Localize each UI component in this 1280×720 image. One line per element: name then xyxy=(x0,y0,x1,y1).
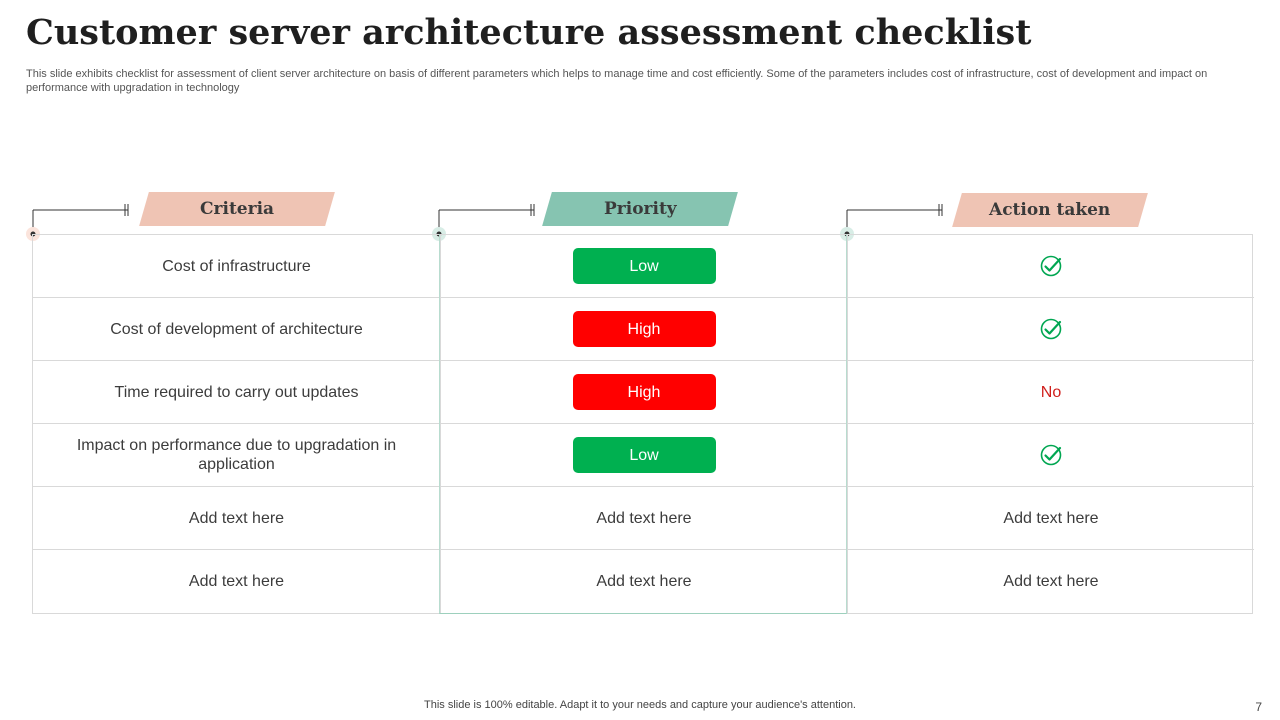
action-cell: Add text here xyxy=(847,550,1254,613)
criteria-cell: Cost of infrastructure xyxy=(33,235,440,298)
action-cell xyxy=(847,424,1254,487)
page-subtitle: This slide exhibits checklist for assessment of client server architecture on basis of different parameters which helps to manage time and cost efficiently. Some of the parameters includes cost of infrastructure, cost of development and impact on performance with upgradation in technology xyxy=(26,68,1208,94)
criteria-header: Criteria xyxy=(139,192,335,226)
action-cell xyxy=(847,298,1254,361)
criteria-cell: Add text here xyxy=(188,573,285,590)
action-cell xyxy=(847,235,1254,298)
footer-note: This slide is 100% editable. Adapt it to your needs and capture your audience's attention. xyxy=(424,699,856,711)
priority-badge-low: Low xyxy=(573,248,716,284)
priority-badge-high: High xyxy=(573,311,716,347)
action-cell: Add text here xyxy=(847,487,1254,550)
page-number: 7 xyxy=(1255,700,1262,714)
checklist-table xyxy=(32,234,1253,614)
action-no-text: No xyxy=(1040,383,1062,401)
priority-cell: Add text here xyxy=(440,487,847,550)
priority-cell xyxy=(440,235,847,298)
priority-cell xyxy=(440,298,847,361)
check-icon xyxy=(1039,317,1063,341)
priority-cell xyxy=(440,424,847,487)
priority-cell: Add text here xyxy=(440,550,847,613)
check-icon xyxy=(1039,254,1063,278)
action-cell xyxy=(847,361,1254,424)
action-header: Action taken xyxy=(952,193,1148,227)
criteria-cell: Cost of development of architecture xyxy=(33,298,440,361)
priority-cell xyxy=(440,361,847,424)
criteria-cell: Impact on performance due to upgradation in application xyxy=(33,424,440,487)
page-title: Customer server architecture assessment checklist xyxy=(26,12,1032,53)
priority-badge-high: High xyxy=(573,374,716,410)
criteria-cell: Time required to carry out updates xyxy=(33,361,440,424)
priority-header: Priority xyxy=(542,192,738,226)
check-icon xyxy=(1039,443,1063,467)
criteria-cell: Add text here xyxy=(33,487,440,550)
priority-badge-low: Low xyxy=(573,437,716,473)
